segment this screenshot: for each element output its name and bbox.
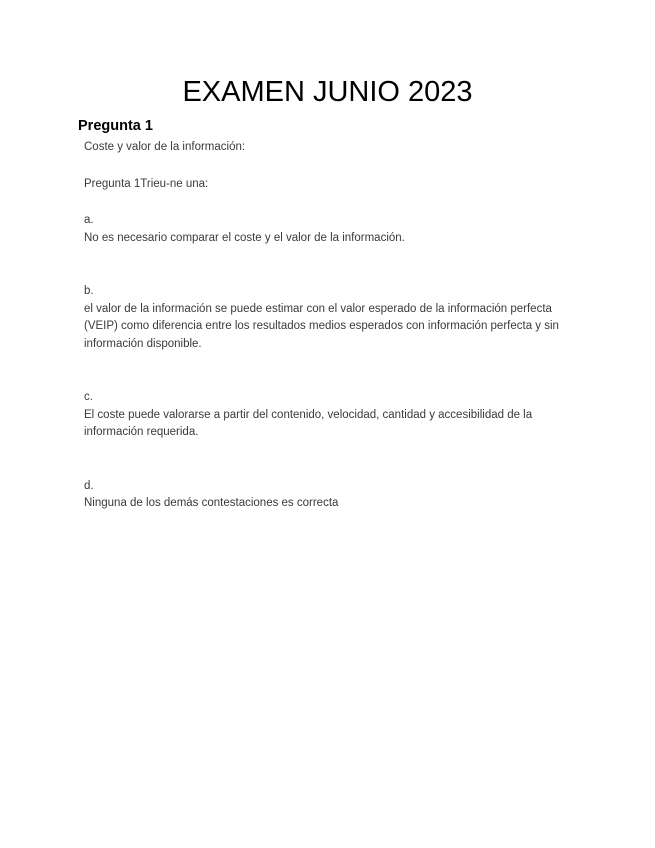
option-text: el valor de la información se puede estimar con el valor esperado de la información perfecta (VEIP) como diferencia entre los resultados medios esperados con información perfecta y sin información disponible. [84,302,559,350]
option-letter: a. [84,214,94,226]
option-letter: d. [84,479,94,492]
question-stem: Coste y valor de la información: [84,141,246,153]
question-body [84,139,584,513]
answer-option-d [84,478,584,513]
question-instruction: Pregunta 1Trieu-ne una: [84,177,209,190]
answer-option-c [84,389,584,442]
question-heading: Pregunta 1 [78,118,153,134]
option-letter: c. [84,391,93,403]
answer-option-a [84,212,584,247]
option-text: El coste puede valorarse a partir del contenido, velocidad, cantidad y accesibilidad de la información requerida. [84,408,533,438]
option-text: Ninguna de los demás contestaciones es correcta [84,497,339,509]
option-letter: b. [84,285,94,297]
page-title: EXAMEN JUNIO 2023 [182,76,473,108]
option-text: No es necesario comparar el coste y el valor de la información. [84,231,405,244]
answer-option-b [84,283,584,353]
